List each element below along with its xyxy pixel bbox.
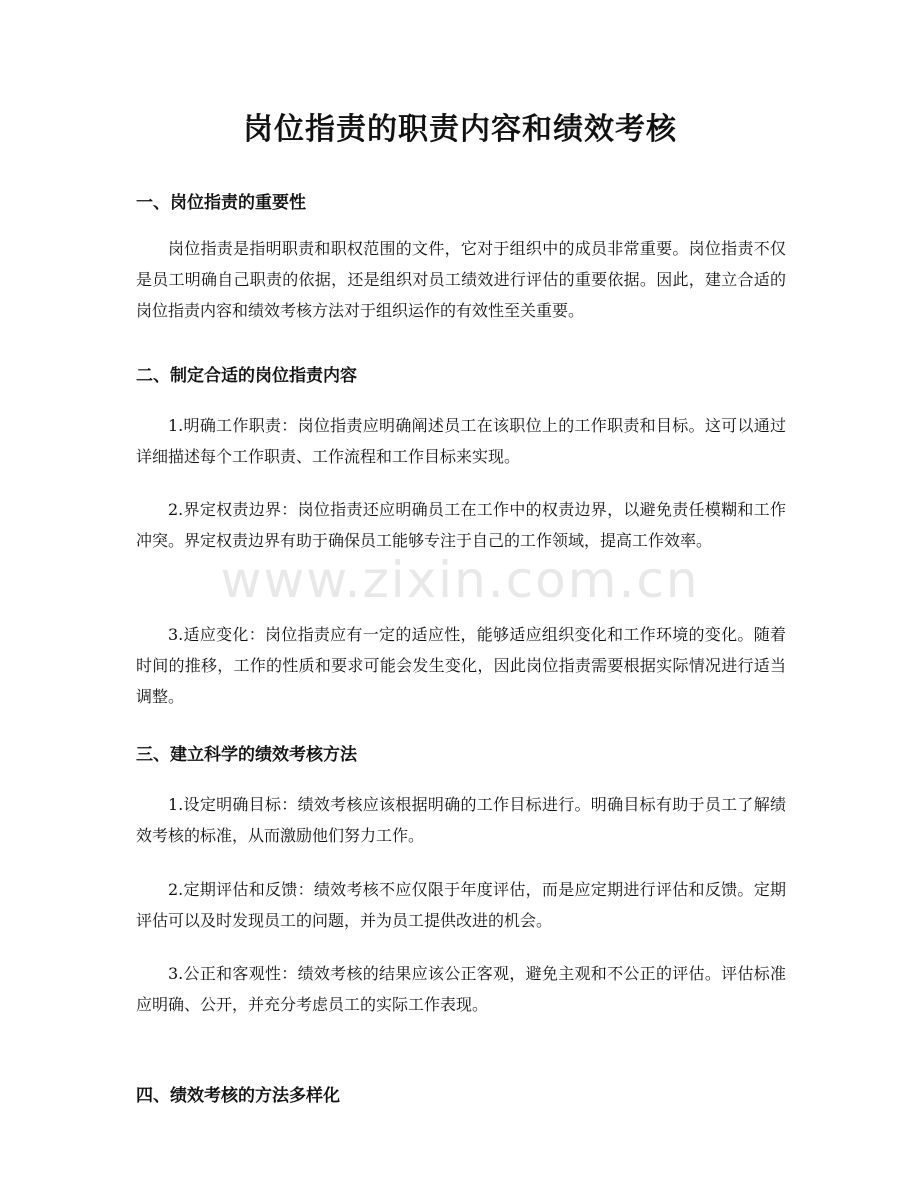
section-heading-4: 四、绩效考核的方法多样化 xyxy=(136,1086,340,1106)
page-title: 岗位指责的职责内容和绩效考核 xyxy=(243,112,677,147)
section-2-paragraph-2: 2.界定权责边界：岗位指责还应明确员工在工作中的权责边界，以避免责任模糊和工作冲突。界定权责边界有助于确保员工能够专注于自己的工作领域，提高工作效率。 xyxy=(136,500,786,550)
section-heading-1: 一、岗位指责的重要性 xyxy=(136,193,306,213)
section-3-paragraph-1: 1.设定明确目标：绩效考核应该根据明确的工作目标进行。明确目标有助于员工了解绩效考核的标准，从而激励他们努力工作。 xyxy=(136,795,786,845)
watermark: www.zixin.com.cn xyxy=(220,551,700,609)
section-2-paragraph-1: 1.明确工作职责：岗位指责应明确阐述员工在该职位上的工作职责和目标。这可以通过详细描述每个工作职责、工作流程和工作目标来实现。 xyxy=(136,416,786,466)
section-1-paragraph-1: 岗位指责是指明职责和职权范围的文件，它对于组织中的成员非常重要。岗位指责不仅是员工明确自己职责的依据，还是组织对员工绩效进行评估的重要依据。因此，建立合适的岗位指责内容和绩效考核方法对于组织运作的有效性至关重要。 xyxy=(136,239,786,320)
section-heading-3: 三、建立科学的绩效考核方法 xyxy=(136,745,357,765)
section-3-paragraph-3: 3.公正和客观性：绩效考核的结果应该公正客观，避免主观和不公正的评估。评估标准应明确、公开，并充分考虑员工的实际工作表现。 xyxy=(136,964,786,1014)
section-2-paragraph-3: 3.适应变化：岗位指责应有一定的适应性，能够适应组织变化和工作环境的变化。随着时间的推移，工作的性质和要求可能会发生变化，因此岗位指责需要根据实际情况进行适当调整。 xyxy=(136,625,786,706)
section-heading-2: 二、制定合适的岗位指责内容 xyxy=(136,366,357,386)
section-3-paragraph-2: 2.定期评估和反馈：绩效考核不应仅限于年度评估，而是应定期进行评估和反馈。定期评估可以及时发现员工的问题，并为员工提供改进的机会。 xyxy=(136,880,786,930)
